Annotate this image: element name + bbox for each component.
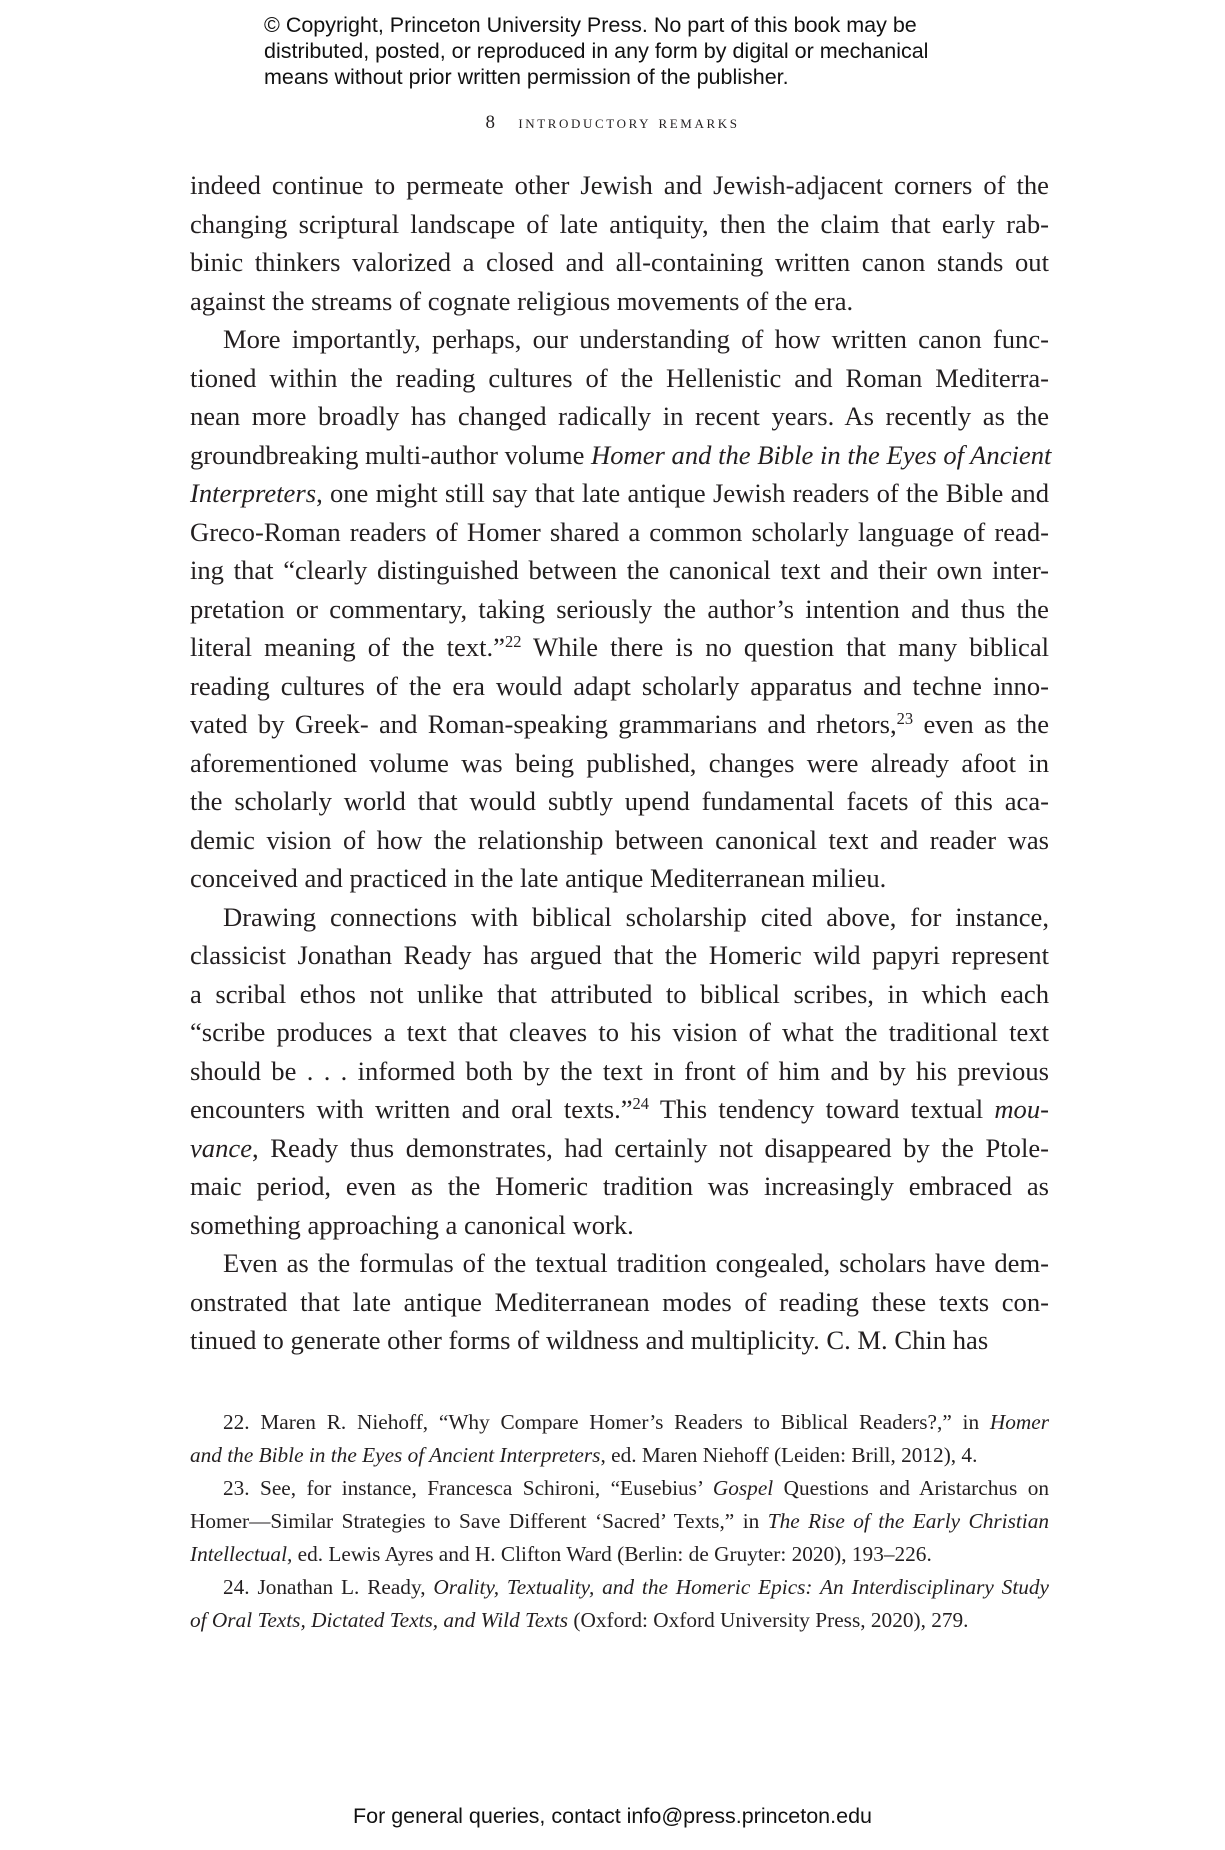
text-run: 22. Maren R. Niehoff, “Why Compare Homer’s Readers to Biblical Readers?,” in <box>223 1410 990 1434</box>
text-run: against the streams of cognate religious movements of the era. <box>190 285 854 316</box>
text-line <box>190 667 1049 706</box>
text-line <box>190 1052 1049 1091</box>
text-line <box>190 705 1049 744</box>
running-head <box>0 112 1225 134</box>
text-run: classicist Jonathan Ready has argued that the Homeric wild papyri represent <box>190 940 1049 970</box>
italic-text: mou- <box>994 1094 1049 1124</box>
footnotes <box>190 1406 1049 1637</box>
text-run: changing scriptural landscape of late antiquity, then the claim that early rab- <box>190 208 1049 239</box>
text-run: indeed continue to permeate other Jewish and Jewish-adjacent corners of the <box>190 170 1049 200</box>
italic-text: Homer <box>989 1410 1049 1434</box>
italic-text: and the Bible in the Eyes of Ancient Interpreters <box>190 1443 601 1467</box>
footnote-marker: 23 <box>896 708 914 728</box>
text-line <box>190 1321 1049 1360</box>
text-run: (Oxford: Oxford University Press, 2020), 279. <box>568 1608 969 1632</box>
text-run: , one might still say that late antique Jewish readers of the Bible and <box>316 478 1049 508</box>
copyright-line: distributed, posted, or reproduced in any form by digital or mechanical <box>264 39 929 63</box>
italic-text: of Oral Texts, Dictated Texts, and Wild Texts <box>190 1608 569 1632</box>
text-run: literal meaning of the text.” <box>190 632 505 662</box>
text-run: More importantly, perhaps, our understanding of how written canon func- <box>223 324 1049 354</box>
italic-text: vance <box>190 1132 253 1163</box>
text-run: a scribal ethos not unlike that attributed to biblical scribes, in which each <box>190 978 1049 1009</box>
text-run: even as the <box>913 709 1049 739</box>
text-line <box>190 744 1049 783</box>
footer-contact: For general queries, contact info@press.princeton.edu <box>352 1804 872 1828</box>
text-run: binic thinkers valorized a closed and all-containing written canon stands out <box>190 247 1049 277</box>
main-text <box>190 166 1052 1360</box>
text-line <box>190 859 1049 898</box>
text-line <box>190 1206 1049 1245</box>
italic-text: Gospel <box>712 1476 774 1500</box>
footnote-line <box>190 1439 1049 1472</box>
text-line <box>190 436 1052 475</box>
text-line <box>190 936 1049 975</box>
text-run: , ed. Maren Niehoff (Leiden: Brill, 2012), 4. <box>600 1443 978 1467</box>
text-line <box>190 359 1049 398</box>
text-run: tioned within the reading cultures of the Hellenistic and Roman Mediterra- <box>190 362 1049 393</box>
text-run: onstrated that late antique Mediterranean modes of reading these texts con- <box>190 1286 1049 1317</box>
text-run: 24. Jonathan L. Ready, <box>223 1575 434 1599</box>
footnote-line <box>190 1538 1049 1571</box>
text-line <box>190 513 1049 552</box>
italic-text: Homer and the Bible in the Eyes of Ancient <box>591 439 1052 470</box>
text-run: Drawing connections with biblical scholarship cited above, for instance, <box>223 901 1049 932</box>
text-line <box>190 397 1049 436</box>
copyright-notice <box>264 12 984 90</box>
text-line <box>190 205 1049 244</box>
text-line <box>190 898 1049 937</box>
footnote-marker: 24 <box>632 1093 650 1113</box>
text-run: 23. See, for instance, Francesca Schironi, “Eusebius’ <box>223 1476 713 1500</box>
text-line <box>190 551 1049 590</box>
footnote-line <box>190 1505 1049 1538</box>
text-line <box>190 1129 1049 1168</box>
text-run: vated by Greek- and Roman-speaking grammarians and rhetors, <box>190 709 897 739</box>
text-line <box>190 166 1049 205</box>
text-run: the scholarly world that would subtly upend fundamental facets of this aca- <box>190 786 1049 816</box>
text-run: encounters with written and oral texts.” <box>190 1094 633 1124</box>
text-run: This tendency toward textual <box>649 1094 995 1124</box>
text-run: While there is no question that many biblical <box>521 632 1050 662</box>
text-run: “scribe produces a text that cleaves to his vision of what the traditional text <box>190 1017 1049 1047</box>
copyright-line: means without prior written permission of the publisher. <box>264 65 789 89</box>
text-run: Greco-Roman readers of Homer shared a common scholarly language of read- <box>190 516 1049 547</box>
text-run: Homer—Similar Strategies to Save Different ‘Sacred’ Texts,” in <box>190 1509 768 1533</box>
text-run: , Ready thus demonstrates, had certainly not disappeared by the Ptole- <box>252 1132 1049 1163</box>
text-run: aforementioned volume was being published, changes were already afoot in <box>190 747 1049 778</box>
footnote-marker: 22 <box>504 631 522 651</box>
text-line <box>190 628 1049 667</box>
text-line <box>190 1283 1049 1322</box>
text-line <box>190 1013 1049 1052</box>
text-line <box>190 782 1049 821</box>
footnote-line <box>190 1571 1049 1604</box>
text-line <box>190 975 1049 1014</box>
text-line <box>190 590 1049 629</box>
text-run: maic period, even as the Homeric tradition was increasingly embraced as <box>190 1171 1049 1201</box>
text-run: ing that “clearly distinguished between the canonical text and their own inter- <box>190 555 1049 585</box>
text-line <box>190 243 1049 282</box>
text-run: should be . . . informed both by the text in front of him and by his previous <box>190 1055 1049 1086</box>
text-run: demic vision of how the relationship between canonical text and reader was <box>190 824 1049 855</box>
text-line <box>190 474 1049 513</box>
text-run: nean more broadly has changed radically in recent years. As recently as the <box>190 401 1049 431</box>
text-run: reading cultures of the era would adapt scholarly apparatus and techne inno- <box>190 670 1049 701</box>
text-run: conceived and practiced in the late antique Mediterranean milieu. <box>190 863 887 893</box>
italic-text: The Rise of the Early Christian <box>767 1509 1050 1533</box>
italic-text: Intellectual, <box>190 1542 293 1566</box>
text-run: Questions and Aristarchus on <box>773 1476 1050 1500</box>
copyright-line: © Copyright, Princeton University Press. No part of this book may be <box>264 13 917 37</box>
text-line <box>190 821 1049 860</box>
text-line <box>190 1090 1049 1129</box>
footnote-line <box>190 1472 1049 1505</box>
text-run: pretation or commentary, taking seriously the author’s intention and thus the <box>190 593 1049 624</box>
italic-text: Interpreters <box>190 478 317 508</box>
text-line <box>190 1244 1049 1283</box>
footnote-line <box>190 1604 1049 1637</box>
text-run: something approaching a canonical work. <box>190 1209 634 1240</box>
text-line <box>190 320 1049 359</box>
text-run: ed. Lewis Ayres and H. Clifton Ward (Berlin: de Gruyter: 2020), 193–226. <box>292 1542 932 1566</box>
text-run: groundbreaking multi-author volume <box>190 439 592 470</box>
italic-text: Orality, Textuality, and the Homeric Epics: An Interdisciplinary Study <box>433 1575 1049 1599</box>
page-number: 8 <box>485 112 495 133</box>
text-line <box>190 1167 1049 1206</box>
text-run: tinued to generate other forms of wildness and multiplicity. C. M. Chin has <box>190 1325 989 1355</box>
running-head-title: introductory remarks <box>518 112 740 133</box>
text-line <box>190 282 1049 321</box>
text-run: Even as the formulas of the textual tradition congealed, scholars have dem- <box>223 1248 1049 1278</box>
footnote-line <box>190 1406 1049 1439</box>
